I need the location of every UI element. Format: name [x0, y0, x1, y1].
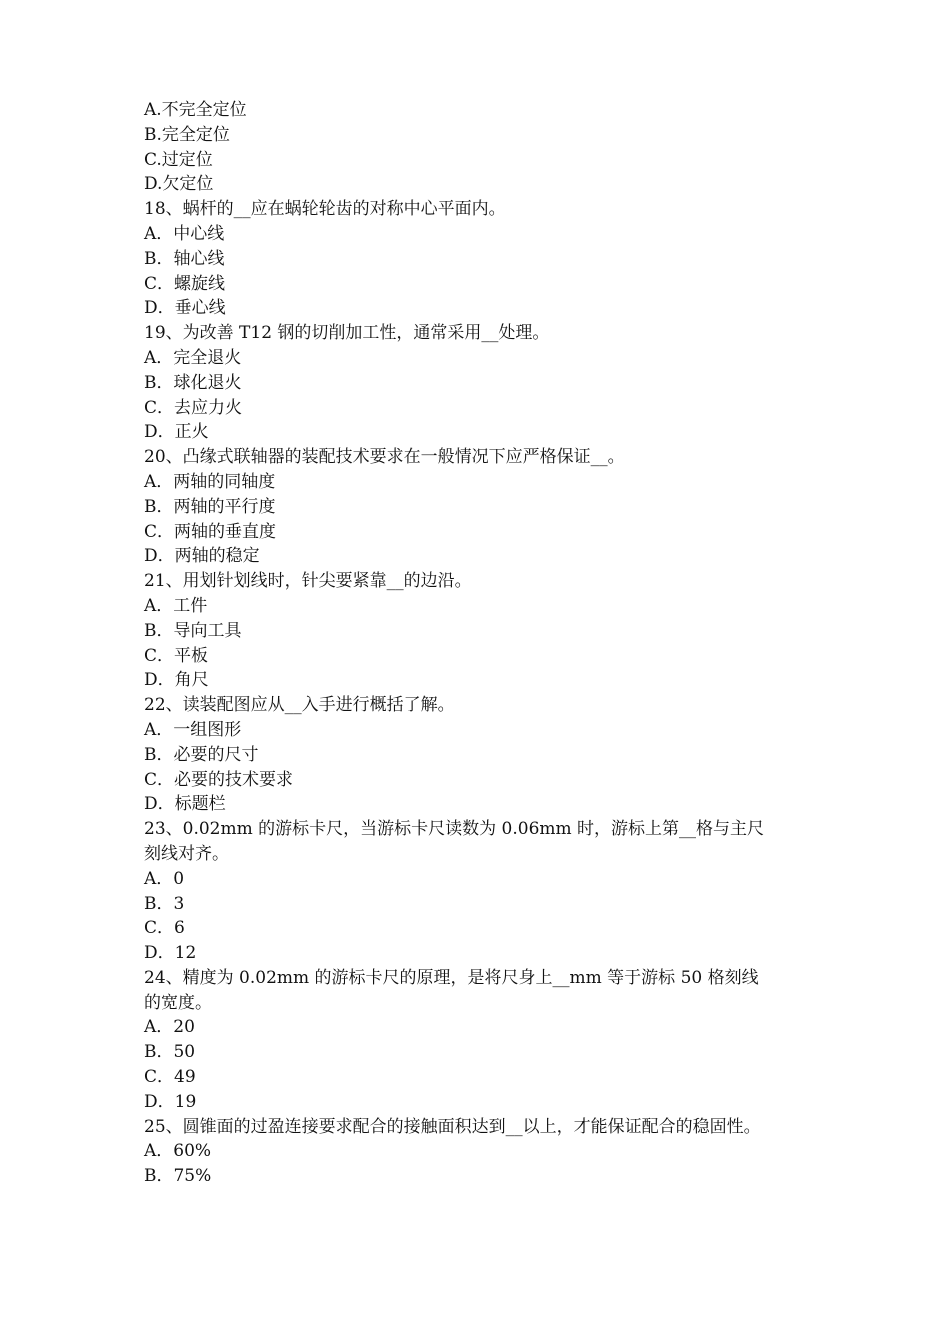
text-line: C．螺旋线 [144, 273, 226, 294]
document-page [144, 98, 814, 1189]
text-line: A．20 [144, 1017, 195, 1038]
text-line: C．6 [144, 918, 185, 939]
text-line: C．必要的技术要求 [144, 769, 294, 790]
text-line: D．19 [144, 1091, 197, 1112]
text-line: A．工件 [144, 595, 208, 616]
text-line: A．中心线 [144, 223, 225, 244]
text-line: A．0 [144, 868, 185, 889]
text-line: D.欠定位 [144, 174, 214, 195]
text-line: A．两轴的同轴度 [144, 471, 276, 492]
question-21: 21、用划针划线时，针尖要紧靠__的边沿。 [144, 571, 472, 592]
question-20: 20、凸缘式联轴器的装配技术要求在一般情况下应严格保证__。 [144, 447, 625, 468]
text-line: B．球化退火 [144, 372, 242, 393]
question-19: 19、为改善 T12 钢的切削加工性，通常采用__处理。 [144, 323, 550, 344]
question-18: 18、蜗杆的__应在蜗轮轮齿的对称中心平面内。 [144, 199, 506, 220]
text-line: D．标题栏 [144, 794, 226, 815]
text-line: C．去应力火 [144, 397, 243, 418]
text-line: C．49 [144, 1067, 196, 1088]
text-line: B．两轴的平行度 [144, 496, 276, 517]
text-line: D．两轴的稳定 [144, 546, 260, 567]
text-line: B．50 [144, 1042, 196, 1063]
question-24: 24、精度为 0.02mm 的游标卡尺的原理，是将尺身上__mm 等于游标 50 格刻线 [144, 967, 759, 988]
text-line: B.完全定位 [144, 124, 230, 145]
question-25: 25、圆锥面的过盈连接要求配合的接触面积达到__以上，才能保证配合的稳固性。 [144, 1116, 761, 1137]
text-line: A.不完全定位 [144, 100, 247, 120]
text-line: B．必要的尺寸 [144, 744, 259, 765]
text-line: A．60% [144, 1141, 212, 1162]
text-line: D．正火 [144, 422, 209, 443]
text-line: B．75% [144, 1166, 212, 1187]
question-23: 23、0.02mm 的游标卡尺，当游标卡尺读数为 0.06mm 时，游标上第__格与主尺 [144, 819, 765, 840]
text-line: C．两轴的垂直度 [144, 521, 277, 542]
text-line: 的宽度。 [144, 992, 212, 1013]
text-line: C.过定位 [144, 149, 213, 170]
text-line: B．3 [144, 893, 185, 914]
question-22: 22、读装配图应从__入手进行概括了解。 [144, 695, 455, 716]
text-line: D．角尺 [144, 670, 209, 691]
text-line: A．一组图形 [144, 719, 242, 740]
text-line: D．12 [144, 943, 197, 964]
text-line: C．平板 [144, 645, 209, 666]
text-line: 刻线对齐。 [144, 843, 229, 864]
text-line: B．轴心线 [144, 248, 225, 269]
text-line: D．垂心线 [144, 298, 226, 319]
text-line: B．导向工具 [144, 620, 242, 641]
text-line: A．完全退火 [144, 347, 242, 368]
